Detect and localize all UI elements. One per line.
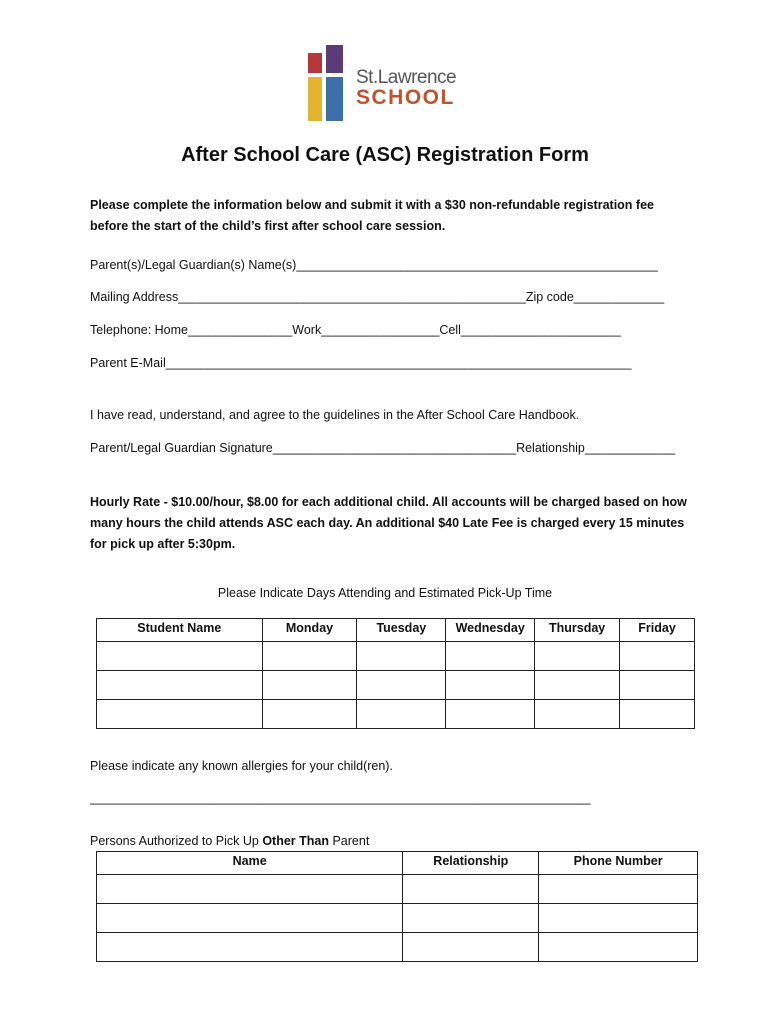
table-row xyxy=(97,904,698,933)
header-student-name: Student Name xyxy=(97,619,263,642)
header-phone-number: Phone Number xyxy=(539,852,698,875)
table-row xyxy=(97,700,695,729)
cell-input[interactable] xyxy=(403,933,539,962)
header-monday: Monday xyxy=(262,619,357,642)
cell-input[interactable] xyxy=(262,642,357,671)
cell-input[interactable] xyxy=(539,933,698,962)
intro-instructions: Please complete the information below and submit it with a $30 non-refundable registration fee before the start of the child’s first after school care session. xyxy=(90,198,654,233)
table-row xyxy=(97,875,698,904)
authorized-pickup-table xyxy=(96,851,698,962)
guardian-name-field[interactable]: Parent(s)/Legal Guardian(s) Name(s)____________________________________________________ xyxy=(90,258,658,272)
pickup-label xyxy=(90,831,369,852)
cell-input[interactable] xyxy=(446,671,535,700)
cell-input[interactable] xyxy=(535,671,620,700)
logo-text-name: St.Lawrence xyxy=(356,67,457,88)
cell-input[interactable] xyxy=(97,904,403,933)
signature-field[interactable]: Parent/Legal Guardian Signature___________________________________Relationship_____________ xyxy=(90,441,676,455)
header-friday: Friday xyxy=(620,619,695,642)
allergies-label: Please indicate any known allergies for your child(ren). xyxy=(90,759,393,773)
header-tuesday: Tuesday xyxy=(357,619,446,642)
days-heading: Please Indicate Days Attending and Estimated Pick-Up Time xyxy=(217,586,553,600)
allergies-line[interactable]: ________________________________________________________________________ xyxy=(90,791,591,805)
cell-input[interactable] xyxy=(535,700,620,729)
pickup-label-emphasis: Other Than xyxy=(262,834,329,848)
telephone-field[interactable]: Telephone: Home_______________Work_________________Cell_______________________ xyxy=(90,323,621,337)
cell-input[interactable] xyxy=(97,700,263,729)
cell-input[interactable] xyxy=(357,700,446,729)
pickup-label-post: Parent xyxy=(328,834,370,848)
page-title: After School Care (ASC) Registration Form xyxy=(181,144,589,166)
header-name: Name xyxy=(97,852,403,875)
cell-input[interactable] xyxy=(262,700,357,729)
pickup-label-pre: Persons Authorized to Pick Up xyxy=(90,834,263,848)
cell-input[interactable] xyxy=(97,671,263,700)
cell-input[interactable] xyxy=(446,642,535,671)
cross-logo-icon xyxy=(300,35,356,130)
cell-input[interactable] xyxy=(403,875,539,904)
table-row xyxy=(97,933,698,962)
cell-input[interactable] xyxy=(97,933,403,962)
cell-input[interactable] xyxy=(539,904,698,933)
cell-input[interactable] xyxy=(97,875,403,904)
hourly-rate-info: Hourly Rate - $10.00/hour, $8.00 for each additional child. All accounts will be charged based on how many hours the child attends ASC each day. An additional $40 Late Fee is charged every 15 minutes for pick up after 5:30pm. xyxy=(90,495,687,551)
table-header-row xyxy=(97,619,695,642)
logo-text-school: SCHOOL xyxy=(356,86,455,109)
cell-input[interactable] xyxy=(446,700,535,729)
table-row xyxy=(97,642,695,671)
cell-input[interactable] xyxy=(357,642,446,671)
table-row xyxy=(97,671,695,700)
mailing-address-field[interactable]: Mailing Address__________________________________________________Zip code_____________ xyxy=(90,290,665,304)
header-thursday: Thursday xyxy=(535,619,620,642)
cell-input[interactable] xyxy=(535,642,620,671)
cell-input[interactable] xyxy=(620,700,695,729)
parent-email-field[interactable]: Parent E-Mail___________________________________________________________________ xyxy=(90,356,632,370)
header-relationship: Relationship xyxy=(403,852,539,875)
cell-input[interactable] xyxy=(539,875,698,904)
school-logo xyxy=(300,35,470,130)
cell-input[interactable] xyxy=(620,642,695,671)
cell-input[interactable] xyxy=(357,671,446,700)
agreement-statement: I have read, understand, and agree to the guidelines in the After School Care Handbook. xyxy=(90,408,580,422)
cell-input[interactable] xyxy=(620,671,695,700)
header-wednesday: Wednesday xyxy=(446,619,535,642)
cell-input[interactable] xyxy=(262,671,357,700)
cell-input[interactable] xyxy=(403,904,539,933)
days-attending-table xyxy=(96,618,695,729)
table-header-row xyxy=(97,852,698,875)
cell-input[interactable] xyxy=(97,642,263,671)
